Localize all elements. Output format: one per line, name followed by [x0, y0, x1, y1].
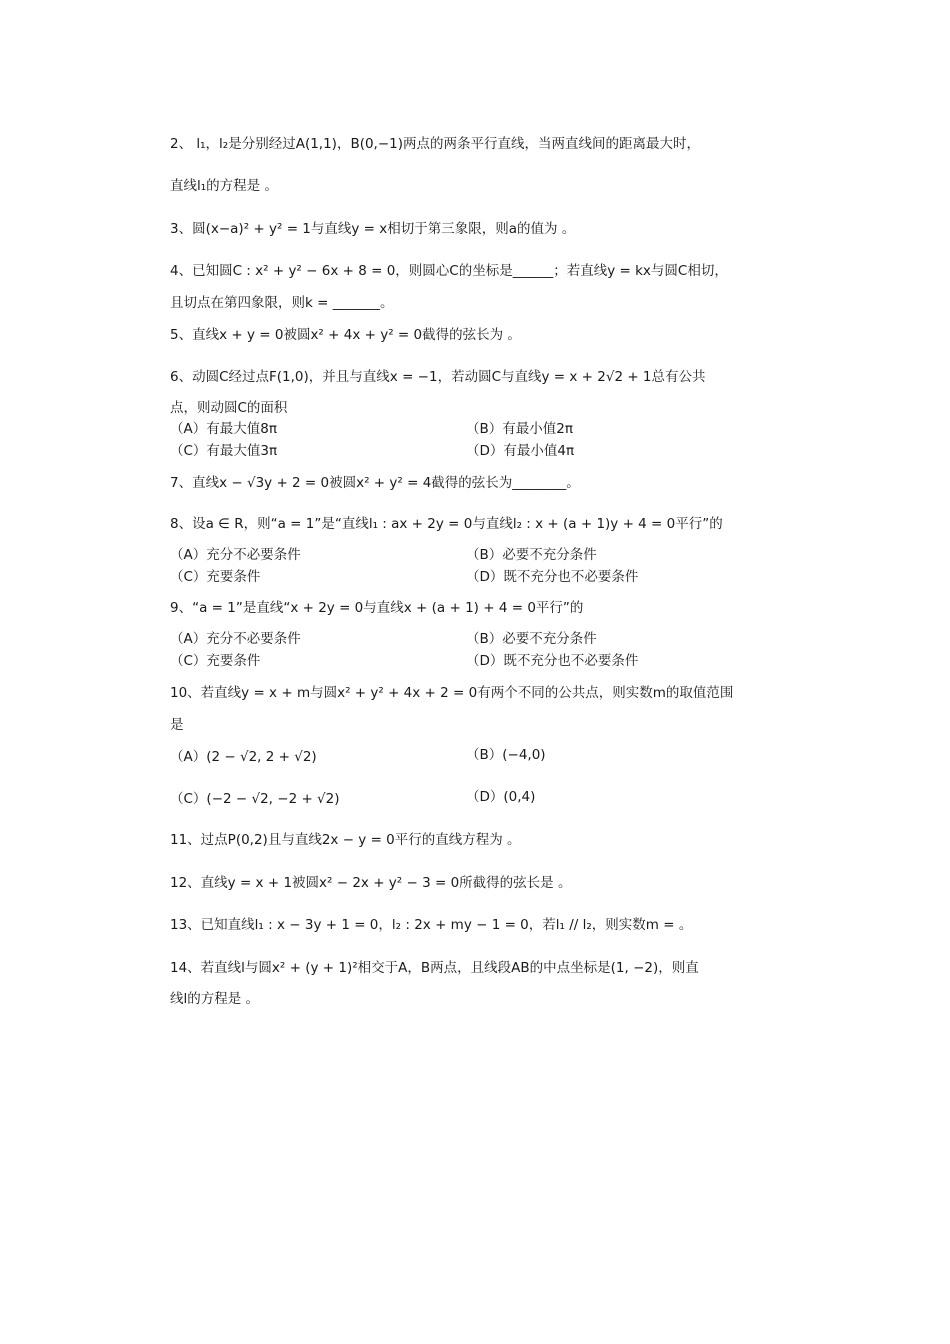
- question-9-option-b: （B）必要不充分条件: [466, 631, 597, 647]
- question-6-line-1: 6、动圆C经过点F(1,0)，并且与直线x = −1，若动圆C与直线y = x + 2√2 + 1总有公共: [170, 369, 706, 385]
- question-10-line-1: 10、若直线y = x + m与圆x² + y² + 4x + 2 = 0有两个不同的公共点，则实数m的取值范围: [170, 685, 734, 701]
- question-9: 9、“a = 1”是直线“x + 2y = 0与直线x + (a + 1) + 4 = 0平行”的: [170, 600, 584, 616]
- question-2-line-2: 直线l₁的方程是 。: [170, 178, 278, 194]
- question-10-option-b: （B）(−4,0): [466, 747, 546, 763]
- question-14-line-1: 14、若直线l与圆x² + (y + 1)²相交于A，B两点，且线段AB的中点坐标是(1, −2)，则直: [170, 960, 699, 976]
- question-10-option-a: （A）(2 − √2, 2 + √2): [170, 749, 317, 765]
- question-3: 3、圆(x−a)² + y² = 1与直线y = x相切于第三象限，则a的值为 。: [170, 221, 576, 237]
- question-10-option-d: （D）(0,4): [466, 789, 536, 805]
- question-13: 13、已知直线l₁ : x − 3y + 1 = 0，l₂ : 2x + my − 1 = 0，若l₁ // l₂，则实数m = 。: [170, 917, 693, 933]
- question-10-option-c: （C）(−2 − √2, −2 + √2): [170, 791, 340, 807]
- question-11: 11、过点P(0,2)且与直线2x − y = 0平行的直线方程为 。: [170, 832, 521, 848]
- question-8-option-b: （B）必要不充分条件: [466, 547, 597, 563]
- question-5: 5、直线x + y = 0被圆x² + 4x + y² = 0截得的弦长为 。: [170, 327, 521, 343]
- question-8-option-a: （A）充分不必要条件: [170, 547, 301, 563]
- question-9-option-d: （D）既不充分也不必要条件: [466, 653, 639, 669]
- question-6-option-a: （A）有最大值8π: [170, 421, 277, 437]
- question-2-line-1: 2、 l₁，l₂是分别经过A(1,1)，B(0,−1)两点的两条平行直线，当两直线间的距离最大时，: [170, 136, 701, 152]
- question-9-option-c: （C）充要条件: [170, 653, 261, 669]
- question-6-option-d: （D）有最小值4π: [466, 443, 575, 459]
- question-8-option-d: （D）既不充分也不必要条件: [466, 569, 639, 585]
- question-4-line-1: 4、已知圆C : x² + y² − 6x + 8 = 0，则圆心C的坐标是______；若直线y = kx与圆C相切，: [170, 263, 728, 279]
- question-6-option-c: （C）有最大值3π: [170, 443, 278, 459]
- question-6-option-b: （B）有最小值2π: [466, 421, 573, 437]
- question-12: 12、直线y = x + 1被圆x² − 2x + y² − 3 = 0所截得的弦长是 。: [170, 875, 572, 891]
- question-9-option-a: （A）充分不必要条件: [170, 631, 301, 647]
- question-6-line-2: 点，则动圆C的面积: [170, 400, 288, 416]
- question-7: 7、直线x − √3y + 2 = 0被圆x² + y² = 4截得的弦长为________。: [170, 475, 580, 491]
- question-14-line-2: 线l的方程是 。: [170, 991, 260, 1007]
- question-4-line-2: 且切点在第四象限，则k = _______。: [170, 295, 394, 311]
- question-8: 8、设a ∈ R，则“a = 1”是“直线l₁ : ax + 2y = 0与直线l₂ : x + (a + 1)y + 4 = 0平行”的: [170, 516, 723, 532]
- question-8-option-c: （C）充要条件: [170, 569, 261, 585]
- question-10-line-2: 是: [170, 717, 184, 733]
